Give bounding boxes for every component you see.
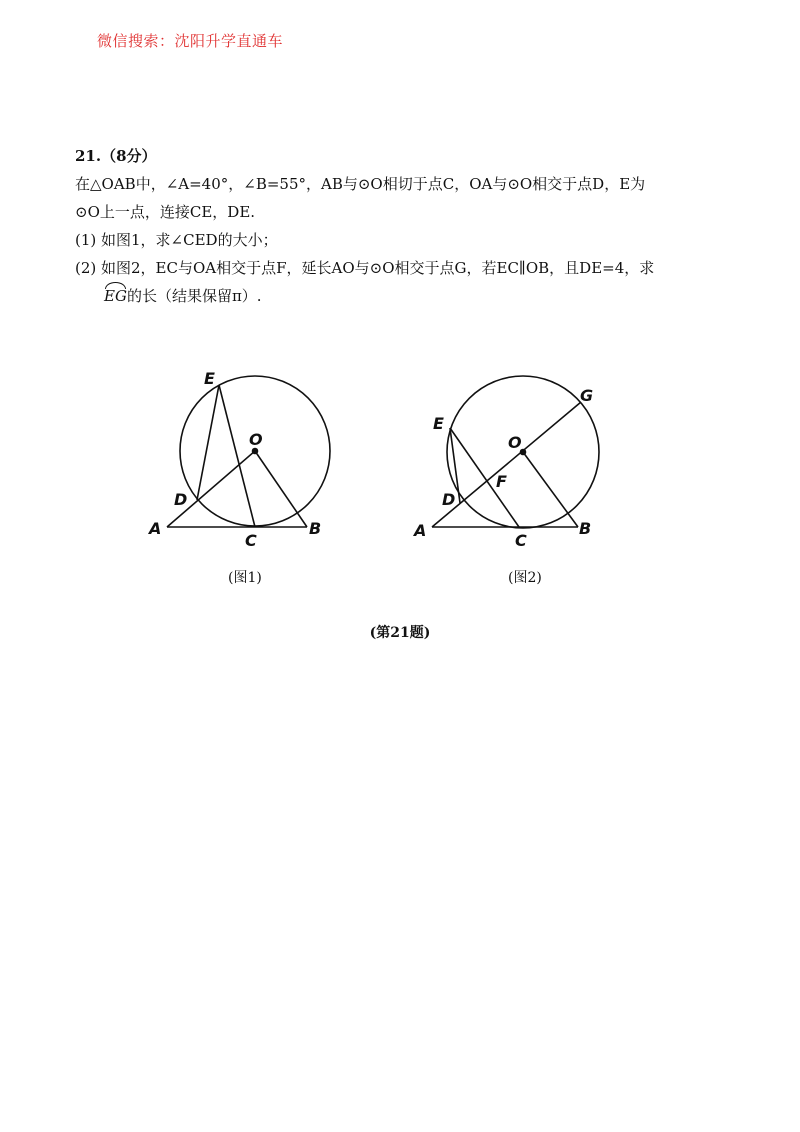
question-line-2: ⊙O上一点，连接CE，DE. xyxy=(75,203,256,221)
figure-1-label-o: O xyxy=(249,430,263,449)
figure-2-label-f: F xyxy=(496,472,507,491)
figure-1-label-c: C xyxy=(245,531,257,550)
figure-1-label-e: E xyxy=(204,369,215,388)
figure-1-segment-ed xyxy=(197,385,219,500)
problem-caption: (第21题) xyxy=(369,625,431,641)
figure-1-caption: (图1) xyxy=(228,570,262,586)
figures-area xyxy=(0,360,800,600)
figure-2-label-e: E xyxy=(433,414,444,433)
question-part-2: (2) 如图2，EC与OA相交于点F，延长AO与⊙O相交于点G，若EC∥OB，且DE=4，求 xyxy=(75,259,655,277)
figure-2-label-g: G xyxy=(580,386,594,405)
figure-1-label-b: B xyxy=(309,519,322,538)
question-line-1: 在△OAB中，∠A=40°，∠B=55°，AB与⊙O相切于点C，OA与⊙O相交于点D，E为 xyxy=(75,175,646,193)
figure-1-center-dot xyxy=(253,449,258,454)
figure-2-label-a: A xyxy=(414,521,427,540)
figure-1 xyxy=(167,376,330,527)
watermark-text: 微信搜索：沈阳升学直通车 xyxy=(97,32,284,50)
figure-2-label-d: D xyxy=(442,490,456,509)
question-part-1: (1) 如图1，求∠CED的大小； xyxy=(75,231,278,249)
question-number: 21.（8分） xyxy=(75,147,157,165)
geometry-figures xyxy=(0,360,800,600)
figure-2-label-c: C xyxy=(515,531,527,550)
figure-2 xyxy=(432,376,599,528)
arc-eg-label: EG xyxy=(104,282,127,310)
question-part-2-tail: 的长（结果保留π）. xyxy=(126,287,262,305)
question-part-2-continued xyxy=(75,282,715,310)
figure-2-segment-ob xyxy=(523,452,578,527)
figure-2-label-b: B xyxy=(579,519,592,538)
figure-2-label-o: O xyxy=(508,433,522,452)
figure-1-label-d: D xyxy=(174,490,188,509)
figure-1-segment-ob xyxy=(255,451,307,527)
figure-1-label-a: A xyxy=(149,519,162,538)
figure-2-caption: (图2) xyxy=(508,570,542,586)
question-block xyxy=(75,142,715,310)
